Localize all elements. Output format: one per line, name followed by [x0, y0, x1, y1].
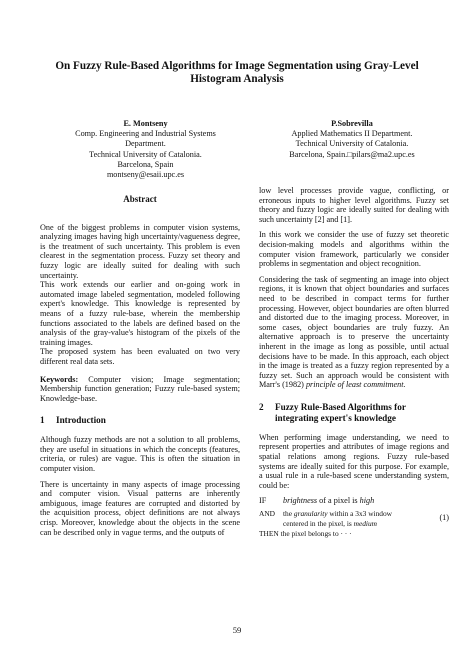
author-affiliation-line: Comp. Engineering and Industrial Systems [75, 129, 216, 139]
rule-text: of a pixel is [317, 496, 360, 506]
rule-text: centered in the pixel, is [283, 519, 354, 529]
abstract-paragraph: This work extends our earlier and on-going work in automated image labeled segmentation, modeled following expert's knowledge. This knowledge is represented by means of a fuzzy rule-base, wherein the membership functions associated to the labels are defined based on the analysis of the gray-value's histogram of the pixels of the training images. [40, 280, 240, 347]
body-paragraph: There is uncertainty in many aspects of image processing and computer vision. Visual patterns are inherently ambiguous, image features are corrupted and distorted by the acquisition process, object definitions are not always crisp. Moreover, knowledge about the objects in the scene can be described only in vague terms, and the outputs of [40, 479, 240, 537]
author-affiliation-line: Technical University of Catalonia. [295, 139, 409, 149]
rule-then-line [259, 529, 449, 539]
right-column [259, 186, 449, 539]
rule-keyword-then: THEN [259, 529, 279, 539]
rule-variable: granularity [293, 509, 328, 519]
section-number: 2 [259, 401, 264, 412]
paper-title [40, 60, 434, 86]
author-name: P.Sobrevilla [331, 119, 373, 128]
rule-example [259, 496, 449, 539]
equation-number: (1) [439, 513, 449, 523]
abstract-paragraph: The proposed system has been evaluated on two very different real data sets. [40, 347, 240, 366]
body-paragraph: When performing image understanding, we need to represent properties and attributes of image regions and spatial relations among regions. Fuzzy rule-based systems are ideally suited for this purpose. For example, a usual rule in a rule-based scene understanding system, could be: [259, 432, 449, 490]
rule-value: medium [353, 519, 378, 529]
body-text: Considering the task of segmenting an image into object regions, it is known that object boundaries and surfaces need to be described in compact terms for further processing. However, object boundaries are often blurred and distorted due to the imaging process. Moreover, in some cases, object boundaries are truly fuzzy. An alternative approach is to preserve the uncertainty inherent in the image as long as possible, until actual decisions have to be made. In this approach, each object in the image is treated as a fuzzy region represented by a fuzzy set. Such an approach would be consistent with Marr's (1982) [259, 274, 449, 390]
rule-value: high [359, 496, 375, 506]
citation-italic: principle of least commitment. [305, 380, 406, 390]
keywords-label: Keywords: [40, 374, 79, 384]
section-heading-fuzzy-rule-based [259, 402, 449, 424]
body-paragraph: low level processes provide vague, conflicting, or erroneous inputs to higher level algorithms. Fuzzy set theory and fuzzy logic are ideally suited for dealing with such uncertainty [2] and [1]. [259, 186, 449, 224]
author-affiliation-line: Barcelona, Spain [117, 159, 174, 169]
rule-keyword-if: IF [259, 496, 267, 506]
rule-text: the pixel belongs to · · · [278, 529, 352, 539]
rule-text: the [283, 509, 294, 519]
title-line-1: On Fuzzy Rule-Based Algorithms for Image Segmentation using Gray-Level [55, 60, 419, 72]
section-title: Fuzzy Rule-Based Algorithms for integrating expert's knowledge [275, 401, 406, 423]
rule-and-line [259, 509, 449, 529]
body-paragraph: In this work we consider the use of fuzzy set theoretic decision-making models and algorithms within the computer vision framework, particularly we consider problems in segmentation and object recognition. [259, 230, 449, 269]
rule-if-line [259, 496, 449, 506]
left-column [40, 195, 240, 537]
body-paragraph: Although fuzzy methods are not a solution to all problems, they are useful in situations in which the concepts (features, criteria, or rules) are vague. This is often the situation in computer vision. [40, 435, 240, 474]
author-name: E. Montseny [123, 119, 168, 128]
author-block-1 [58, 119, 233, 180]
rule-keyword-and: AND [259, 509, 276, 519]
abstract-heading: Abstract [123, 194, 157, 204]
title-line-2: Histogram Analysis [190, 73, 284, 85]
author-affiliation-line: Technical University of Catalonia. [89, 149, 202, 159]
keywords [40, 375, 240, 404]
page-number: 59 [232, 625, 242, 635]
section-number: 1 [40, 415, 45, 426]
rule-variable: brightness [283, 496, 318, 506]
author-email: montseny@esaii.upc.es [106, 170, 185, 180]
author-block-2 [262, 119, 442, 160]
body-paragraph [259, 275, 449, 390]
abstract-paragraph: One of the biggest problems in computer vision systems, analyzing images having high uncertainty/vagueness degree, is the treatment of such uncertainty. This problem is even clearest in the segmentation process. Fuzzy set theory and fuzzy logic are ideally suited for dealing with such uncertainty. [40, 222, 240, 280]
author-email: Barcelona, Spain.□pilars@ma2.upc.es [289, 149, 415, 159]
author-affiliation-line: Department. [125, 139, 166, 149]
section-title: Introduction [56, 415, 106, 426]
rule-text: within a 3x3 window [327, 509, 393, 519]
keywords-text: Computer vision; Image segmentation; Membership function generation; Fuzzy rule-based system; Knowledge-base. [40, 374, 240, 403]
author-affiliation-line: Applied Mathematics II Department. [291, 129, 413, 139]
section-heading-introduction [40, 415, 240, 426]
